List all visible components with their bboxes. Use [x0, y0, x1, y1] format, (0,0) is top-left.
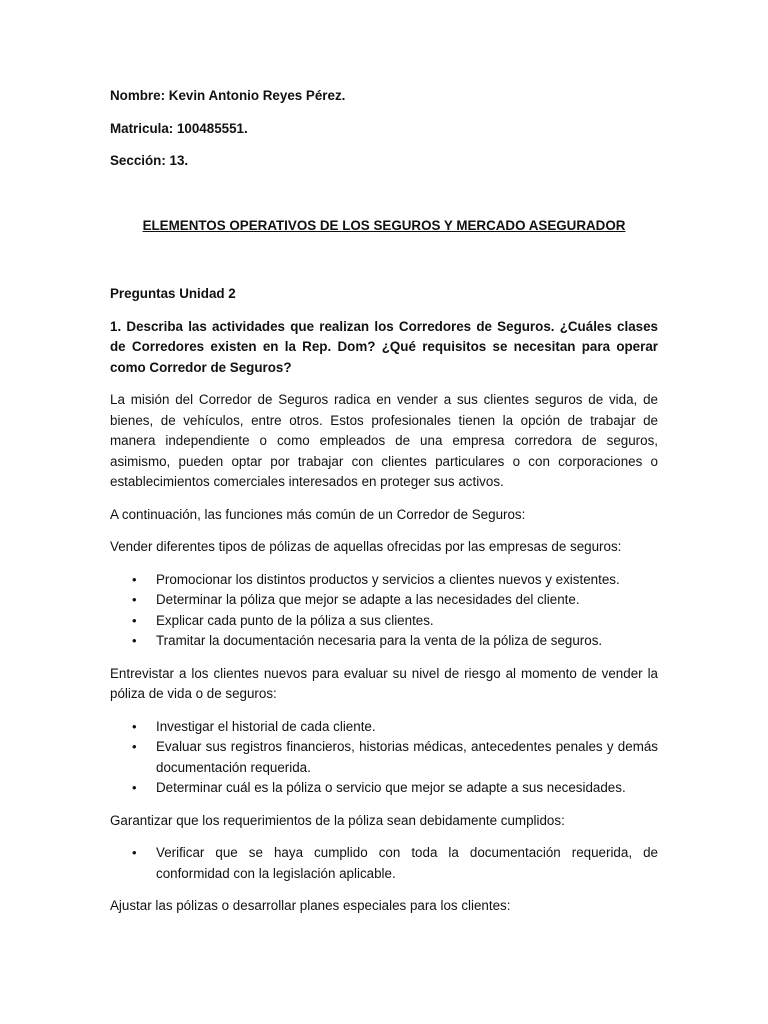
bullet-icon: • — [132, 592, 137, 607]
list-item-text: Evaluar sus registros financieros, historias médicas, antecedentes penales y demás documentación requerida. — [156, 739, 658, 775]
paragraph-garantizar: Garantizar que los requerimientos de la póliza sean debidamente cumplidos: — [110, 812, 565, 828]
bullet-icon: • — [132, 571, 137, 587]
list-garantizar — [110, 843, 658, 884]
list-item-text: Verificar que se haya cumplido con toda la documentación requerida, de conformidad con la legislación aplicable. — [156, 845, 658, 881]
question-1: 1. Describa las actividades que realizan los Corredores de Seguros. ¿Cuáles clases de Corredores existen en la Rep. Dom? ¿Qué requisitos se necesitan para operar como Corredor de Seguros? — [110, 318, 658, 375]
student-section: Sección: 13. — [110, 153, 189, 168]
list-item-text: Determinar cuál es la póliza o servicio que mejor se adapte a sus necesidades. — [156, 780, 626, 795]
list-item-text: Promocionar los distintos productos y servicios a clientes nuevos y existentes. — [156, 571, 620, 587]
list-entrevistar — [110, 717, 658, 799]
paragraph-ajustar: Ajustar las pólizas o desarrollar planes especiales para los clientes: — [110, 898, 511, 913]
section-heading: Preguntas Unidad 2 — [110, 286, 236, 301]
bullet-icon: • — [132, 612, 137, 628]
list-item — [110, 778, 658, 799]
student-matricula: Matricula: 100485551. — [110, 120, 248, 136]
bullet-icon: • — [132, 718, 137, 734]
list-item — [110, 843, 658, 884]
list-item — [110, 717, 658, 738]
list-item — [110, 631, 658, 652]
student-name: Nombre: Kevin Antonio Reyes Pérez. — [110, 88, 346, 103]
list-item — [110, 737, 658, 778]
paragraph-vender: Vender diferentes tipos de pólizas de aquellas ofrecidas por las empresas de seguros: — [110, 539, 622, 554]
list-item — [110, 611, 658, 632]
list-item-text: Determinar la póliza que mejor se adapte a las necesidades del cliente. — [156, 592, 580, 607]
list-item-text: Tramitar la documentación necesaria para la venta de la póliza de seguros. — [156, 633, 603, 648]
paragraph-entrevistar: Entrevistar a los clientes nuevos para evaluar su nivel de riesgo al momento de vender la póliza de vida o de seguros: — [110, 665, 658, 701]
bullet-icon: • — [132, 845, 137, 860]
bullet-icon: • — [132, 633, 137, 648]
document-title: ELEMENTOS OPERATIVOS DE LOS SEGUROS Y MERCADO ASEGURADOR — [142, 217, 626, 233]
paragraph-intro: La misión del Corredor de Seguros radica en vender a sus clientes seguros de vida, de bienes, de vehículos, entre otros. Estos profesionales tienen la opción de trabajar de manera independiente o como empleados de una empresa corredora de seguros, asimismo, pueden optar por trabajar con clientes particulares o con corporaciones o establecimientos comerciales interesados en proteger sus activos. — [110, 392, 658, 489]
list-item-text: Explicar cada punto de la póliza a sus clientes. — [156, 612, 434, 628]
bullet-icon: • — [132, 739, 137, 754]
document-page — [110, 86, 658, 929]
list-item — [110, 590, 658, 611]
list-item-text: Investigar el historial de cada cliente. — [156, 718, 376, 734]
bullet-icon: • — [132, 780, 137, 795]
paragraph-funciones: A continuación, las funciones más común de un Corredor de Seguros: — [110, 506, 526, 522]
list-item — [110, 570, 658, 591]
list-vender — [110, 570, 658, 652]
